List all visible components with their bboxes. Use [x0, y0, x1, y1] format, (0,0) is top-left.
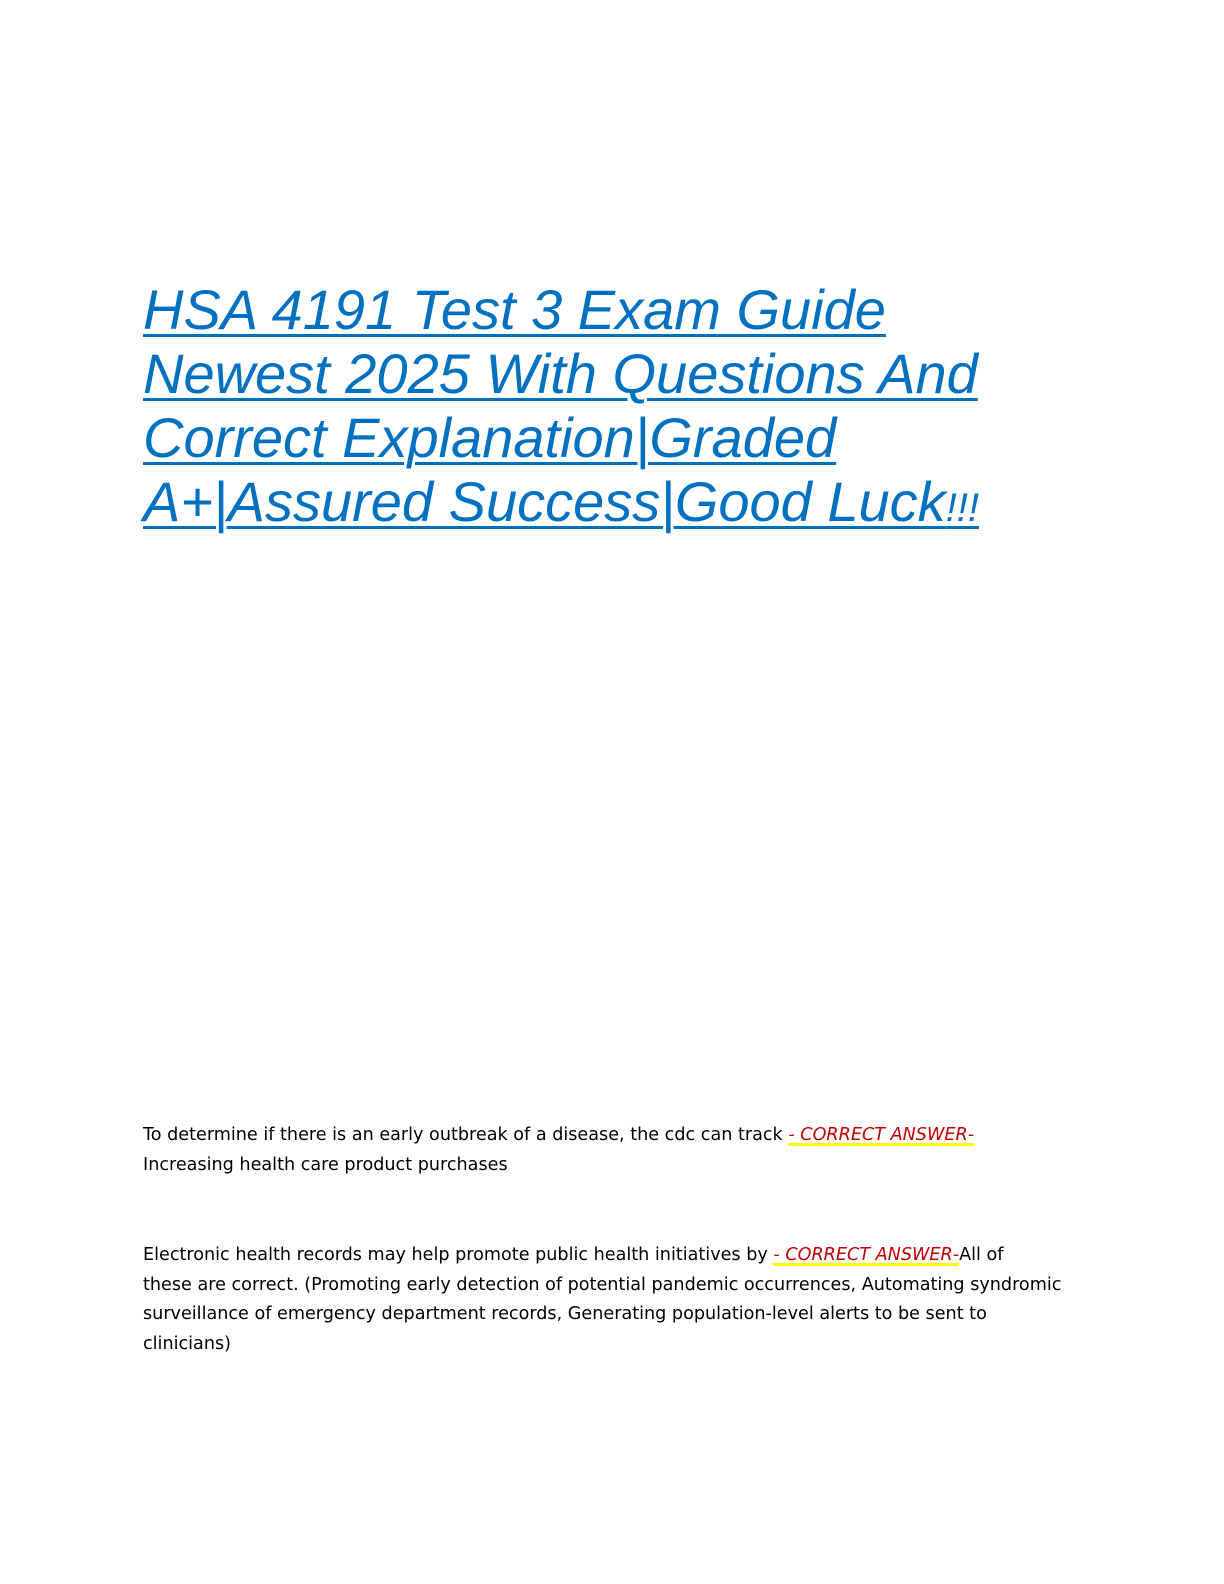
question-answer-item: [143, 1121, 1083, 1180]
title-line: HSA 4191 Test 3 Exam Guide: [143, 278, 886, 341]
title-exclamation: !!!: [945, 486, 979, 530]
question-text: Electronic health records may help promote public health initiatives by: [143, 1245, 774, 1265]
answer-text: clinicians): [143, 1333, 232, 1354]
title-line: Correct Explanation|Graded: [143, 406, 837, 469]
question-line: [143, 1121, 1083, 1151]
document-title: [143, 278, 1043, 540]
question-answer-item: [143, 1241, 1083, 1359]
title-line: [143, 470, 1043, 540]
answer-text: All of: [959, 1245, 1004, 1265]
correct-answer-marker: - CORRECT ANSWER-: [788, 1125, 975, 1145]
answer-text: these are correct. (Promoting early detection of potential pandemic occurrences, Automating syndromic: [143, 1274, 1062, 1295]
title-line: Newest 2025 With Questions And: [143, 342, 978, 405]
title-line-text: A+|Assured Success|Good Luck: [143, 470, 946, 533]
question-text: To determine if there is an early outbreak of a disease, the cdc can track: [143, 1125, 789, 1145]
answer-text: Increasing health care product purchases: [143, 1154, 508, 1175]
question-line: [143, 1241, 1083, 1271]
correct-answer-marker: - CORRECT ANSWER-: [773, 1245, 960, 1265]
answer-text: surveillance of emergency department records, Generating population-level alerts to be sent to: [143, 1304, 987, 1324]
